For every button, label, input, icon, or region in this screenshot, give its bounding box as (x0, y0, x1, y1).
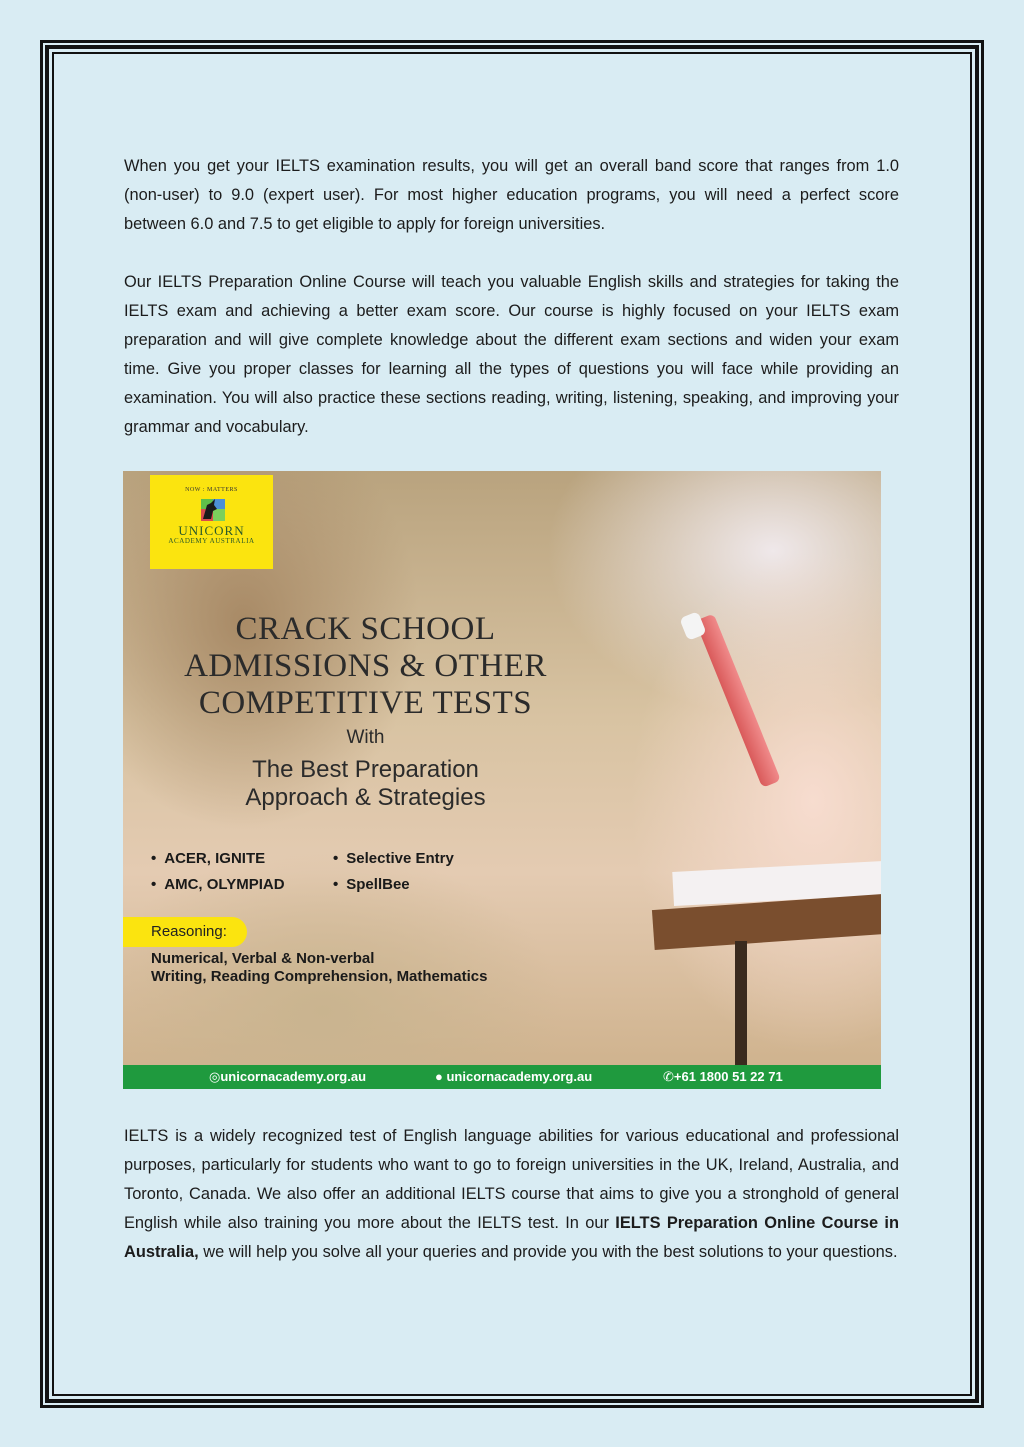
logo-subname: ACADEMY AUSTRALIA (168, 537, 255, 545)
headline-line-1: CRACK SCHOOL (235, 611, 496, 647)
paragraph-3-text-b: we will help you solve all your queries and provide you with the best solutions to your questions. (198, 1243, 898, 1261)
paragraph-band-score: When you get your IELTS examination results, you will get an overall band score that ranges from 1.0 (non-user) to 9.0 (expert user). For most higher education programs, you will need a perfect score between 6.0 and 7.5 to get eligible to apply for foreign universities. (124, 157, 899, 233)
approach-line-2: Approach & Strategies (245, 784, 486, 811)
paragraph-course-overview: Our IELTS Preparation Online Course will teach you valuable English skills and strategies for taking the IELTS exam and achieving a better exam score. Our course is highly focused on your IELTS exam preparation and will give complete knowledge about the different exam sections and widen your exam time. Give you proper classes for learning all the types of questions you will face while providing an examination. You will also practice these sections reading, writing, listening, speaking, and improving your grammar and vocabulary. (124, 273, 899, 436)
reasoning-line-2: Writing, Reading Comprehension, Mathematics (151, 968, 488, 985)
logo-tagline: NOW : MATTERS (185, 487, 238, 493)
approach-line-1: The Best Preparation (252, 756, 479, 783)
unicorn-puzzle-icon (187, 497, 237, 523)
bullet-amc: • AMC, OLYMPIAD (151, 876, 285, 893)
footer-phone-text: +61 1800 51 22 71 (673, 1069, 783, 1084)
instagram-icon: ◎ (209, 1069, 221, 1084)
bullet-spellbee: • SpellBee (333, 876, 410, 893)
course-name-bold: IELTS Preparation Online Course in Australia, (124, 1214, 899, 1261)
reasoning-line-1: Numerical, Verbal & Non-verbal (151, 950, 375, 967)
footer-facebook-text: unicornacademy.org.au (446, 1069, 593, 1084)
bullet-acer: • ACER, IGNITE (151, 850, 265, 867)
unicorn-logo (150, 475, 273, 569)
with-text: With (346, 727, 385, 748)
headline-line-3: COMPETITIVE TESTS (198, 685, 533, 721)
footer-instagram-text: unicornacademy.org.au (220, 1069, 367, 1084)
footer-phone (663, 1065, 783, 1089)
headline-line-2: ADMISSIONS & OTHER (184, 648, 547, 684)
footer-facebook (435, 1065, 592, 1089)
contact-footer-bar (123, 1065, 881, 1089)
footer-instagram (209, 1065, 366, 1089)
facebook-icon: ● (435, 1069, 447, 1084)
paragraph-3-text-a: IELTS is a widely recognized test of English language abilities for various educational and professional purposes, particularly for students who want to go to foreign universities in the UK, Ireland, Australia, and Toronto, Canada. We also offer an additional IELTS course that aims to give you a stronghold of general English while also training you more about the IELTS test. In our (124, 1127, 899, 1232)
ad-banner (123, 471, 881, 1089)
reasoning-label: Reasoning: (123, 917, 247, 947)
logo-name: UNICORN (178, 523, 245, 538)
pencil-shape (695, 614, 781, 788)
phone-icon: ✆ (663, 1069, 674, 1084)
bullet-selective-entry: • Selective Entry (333, 850, 454, 867)
desk-leg-shape (735, 941, 747, 1071)
paragraph-ielts-recognition (124, 1122, 899, 1267)
